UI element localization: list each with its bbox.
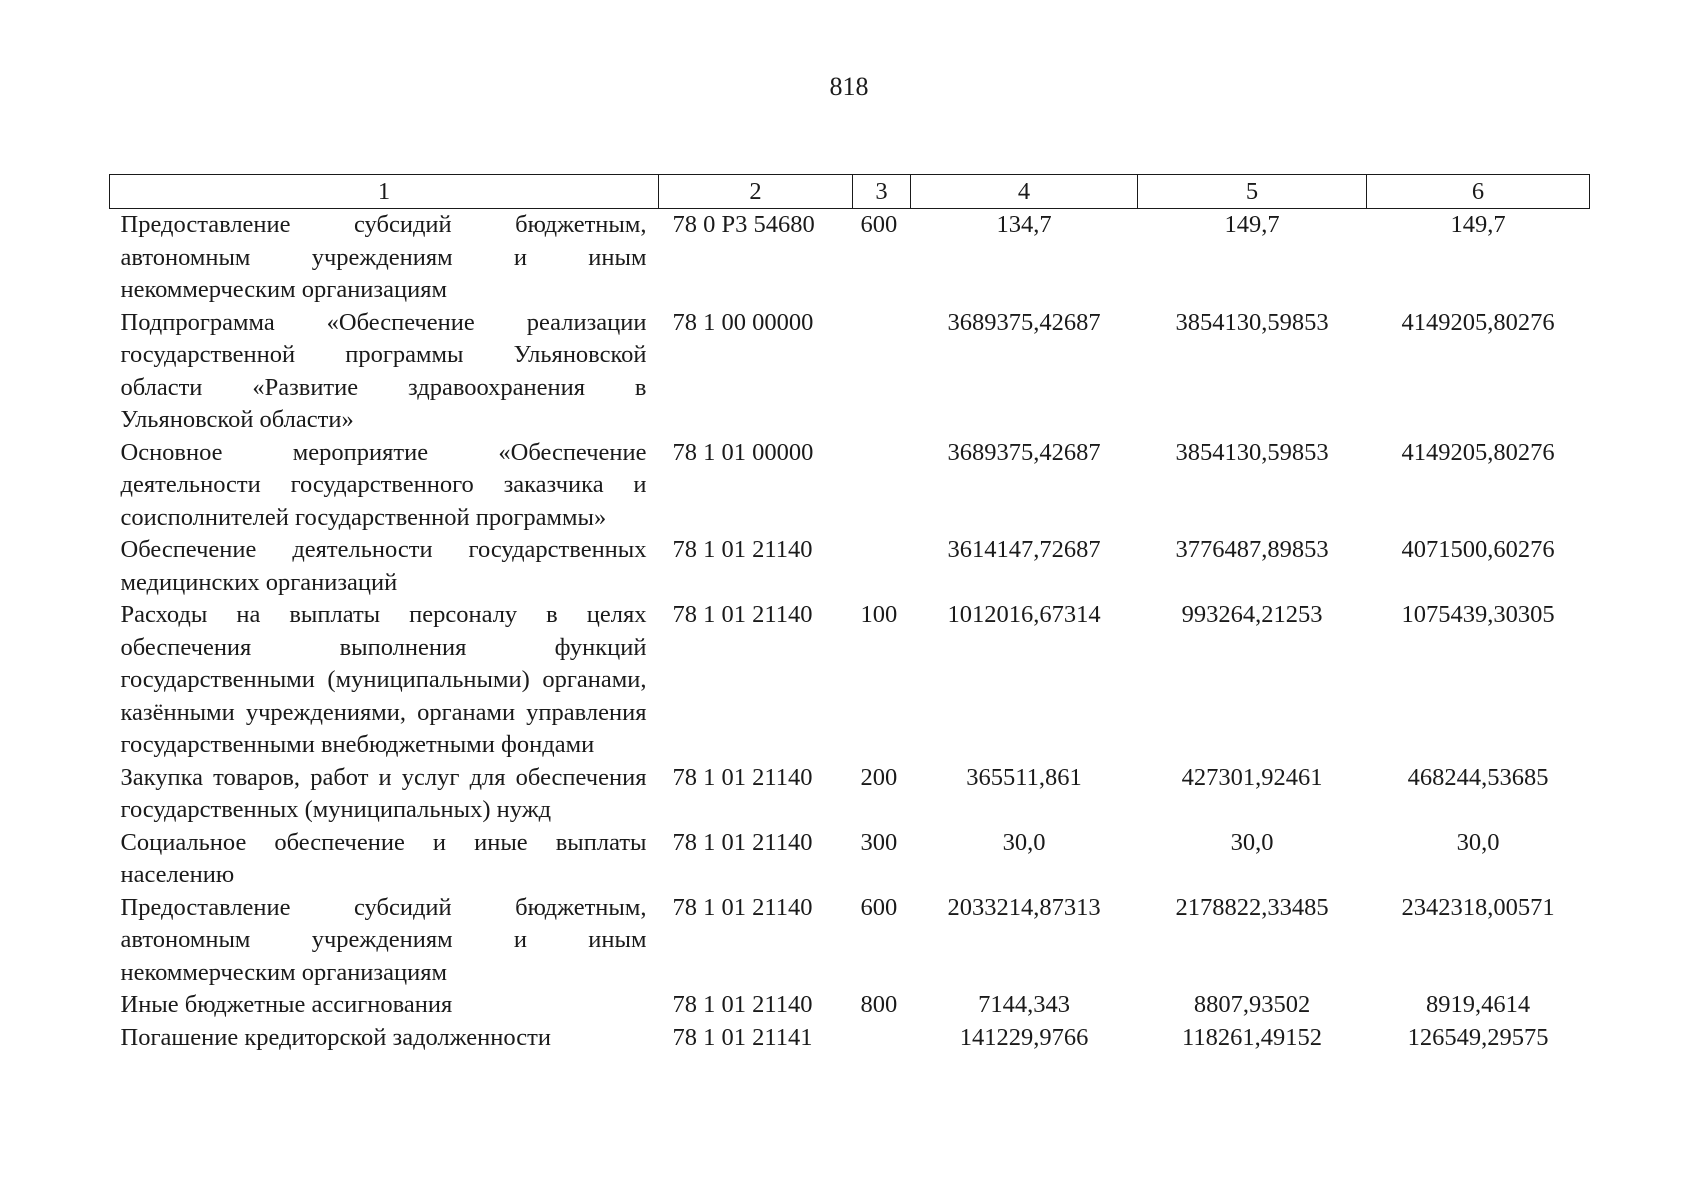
- table-row: [110, 892, 1590, 990]
- row-expense-type: 800: [860, 991, 898, 1018]
- header-cell: 5: [1138, 175, 1367, 209]
- row-value-col6: 149,7: [1450, 211, 1506, 238]
- row-value-col4: 141229,9766: [959, 1023, 1089, 1051]
- row-value-col5: 3854130,59853: [1175, 438, 1329, 466]
- header-cell: 6: [1367, 175, 1590, 209]
- row-value-col4: 365511,861: [966, 763, 1082, 791]
- row-description: Подпрограмма «Обеспечение реализации государственной программы Ульяновской области «Развитие здравоохранения в Ульяновской области»: [120, 308, 647, 433]
- row-value-col4: 2033214,87313: [947, 893, 1101, 921]
- row-value-col6: 4149205,80276: [1401, 308, 1555, 336]
- header-row: [110, 175, 1590, 209]
- row-description: Иные бюджетные ассигнования: [120, 991, 453, 1018]
- row-expense-type: 600: [860, 211, 898, 238]
- row-description: Социальное обеспечение и иные выплаты населению: [120, 828, 647, 888]
- row-value-col6: 126549,29575: [1407, 1023, 1549, 1051]
- row-value-col5: 8807,93502: [1193, 991, 1311, 1018]
- table-row: [110, 599, 1590, 762]
- header-cell: 3: [853, 175, 911, 209]
- row-expense-type: [853, 1022, 911, 1055]
- row-description: Расходы на выплаты персоналу в целях обеспечения выполнения функций государственными (муниципальными) органами, казёнными учреждениями, органами управления государственными внебюджетными фондами: [120, 601, 647, 758]
- row-value-col6: 1075439,30305: [1401, 601, 1555, 628]
- table-body: [110, 209, 1590, 1055]
- row-value-col5: 3776487,89853: [1175, 536, 1329, 563]
- row-description: Обеспечение деятельности государственных медицинских организаций: [120, 536, 647, 596]
- table-header: [110, 175, 1590, 209]
- table-row: [110, 827, 1590, 892]
- row-value-col4: 3689375,42687: [947, 308, 1101, 336]
- row-value-col5: 3854130,59853: [1175, 308, 1329, 336]
- row-expense-type: 300: [860, 828, 898, 856]
- row-value-col5: 2178822,33485: [1175, 893, 1329, 921]
- row-value-col5: 118261,49152: [1182, 1023, 1322, 1051]
- row-value-col4: 134,7: [996, 211, 1052, 238]
- page-number: 818: [829, 72, 869, 101]
- row-value-col4: 3689375,42687: [947, 438, 1101, 466]
- table-row: [110, 534, 1590, 599]
- row-code: 78 1 01 00000: [672, 438, 814, 466]
- row-expense-type: 200: [860, 763, 898, 791]
- row-value-col6: 2342318,00571: [1401, 893, 1555, 921]
- row-code: 78 1 01 21140: [672, 536, 813, 563]
- row-value-col4: 3614147,72687: [947, 536, 1101, 563]
- row-value-col6: 30,0: [1456, 828, 1500, 856]
- header-cell: 4: [911, 175, 1138, 209]
- budget-table: [109, 174, 1590, 1054]
- row-code: 78 1 01 21140: [672, 828, 813, 856]
- row-value-col5: 30,0: [1230, 828, 1274, 856]
- row-code: 78 1 00 00000: [672, 308, 814, 336]
- row-description: Предоставление субсидий бюджетным, автономным учреждениям и иным некоммерческим организациям: [120, 211, 647, 303]
- row-description: Закупка товаров, работ и услуг для обеспечения государственных (муниципальных) нужд: [120, 763, 647, 823]
- row-description: Погашение кредиторской задолженности: [120, 1023, 551, 1051]
- row-description: Предоставление субсидий бюджетным, автономным учреждениям и иным некоммерческим организациям: [120, 893, 647, 986]
- row-expense-type: [853, 307, 911, 437]
- row-expense-type: 100: [860, 601, 898, 628]
- table-row: [110, 762, 1590, 827]
- row-value-col6: 8919,4614: [1425, 991, 1531, 1018]
- table-row: [110, 437, 1590, 535]
- row-value-col4: 30,0: [1002, 828, 1046, 856]
- row-value-col5: 149,7: [1224, 211, 1280, 238]
- row-description: Основное мероприятие «Обеспечение деятельности государственного заказчика и соисполнителей государственной программы»: [120, 438, 647, 531]
- row-code: 78 1 01 21141: [672, 1023, 813, 1051]
- row-value-col6: 468244,53685: [1407, 763, 1549, 791]
- row-value-col5: 993264,21253: [1181, 601, 1323, 628]
- header-cell: 1: [110, 175, 659, 209]
- row-code: 78 1 01 21140: [672, 601, 813, 628]
- table-row: [110, 1022, 1590, 1055]
- row-code: 78 1 01 21140: [672, 763, 813, 791]
- table-row: [110, 209, 1590, 307]
- row-value-col6: 4071500,60276: [1401, 536, 1555, 563]
- row-code: 78 1 01 21140: [672, 893, 813, 921]
- row-value-col5: 427301,92461: [1181, 763, 1323, 791]
- row-value-col4: 1012016,67314: [947, 601, 1101, 628]
- row-expense-type: [853, 534, 911, 599]
- header-cell: 2: [659, 175, 853, 209]
- row-expense-type: 600: [860, 893, 898, 921]
- row-value-col6: 4149205,80276: [1401, 438, 1555, 466]
- row-value-col4: 7144,343: [978, 991, 1070, 1018]
- table-row: [110, 989, 1590, 1022]
- row-code: 78 1 01 21140: [672, 991, 813, 1018]
- row-expense-type: [853, 437, 911, 535]
- table-row: [110, 307, 1590, 437]
- row-code: 78 0 Р3 54680: [672, 211, 815, 238]
